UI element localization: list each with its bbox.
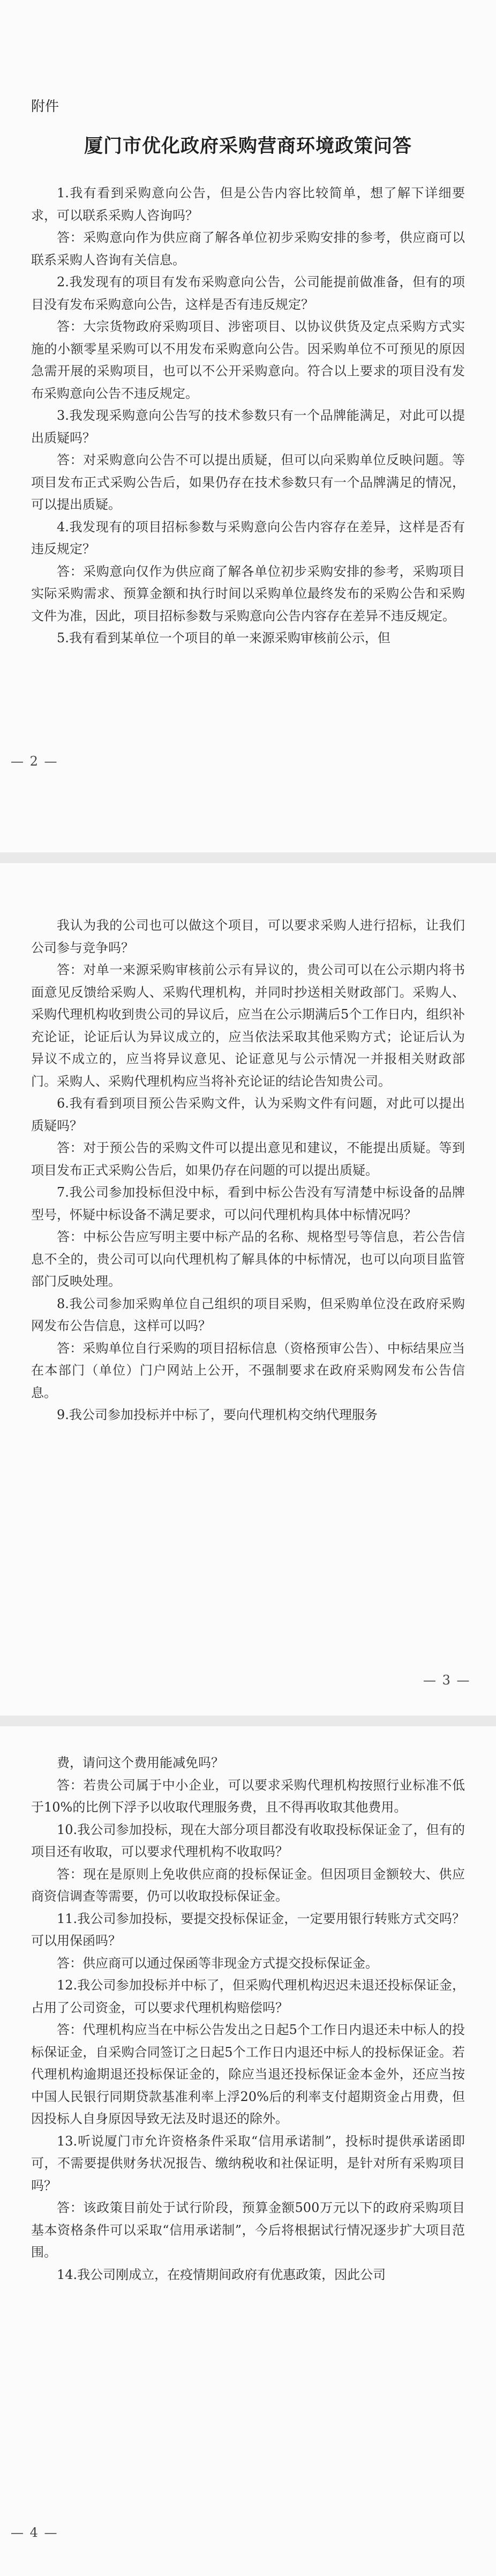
- page-body: [31, 915, 465, 1427]
- answer: 答：采购单位自行采购的项目招标信息（资格预审公告）、中标结果应当在本部门（单位）门户网站上公开，不强制要求在政府采购网发布公告信息。: [31, 1340, 465, 1400]
- question: 7.我公司参加投标但没中标，看到中标公告没有写清楚中标设备的品牌型号，怀疑中标设备不满足要求，可以问代理机构具体中标情况吗？: [31, 1185, 465, 1222]
- answer: 答：对单一来源采购审核前公示有异议的，贵公司可以在公示期内将书面意见反馈给采购人、采购代理机构，并同时抄送相关财政部门。采购人、采购代理机构收到贵公司的异议后，应当在公示期满后5个工作日内，组织补充论证，论证后认为异议成立的，应当依法采取其他采购方式；论证后认为异议不成立的，应当将异议意见、论证意见与公示情况一并报相关财政部门。采购人、采购代理机构应当将补充论证的结论告知贵公司。: [31, 962, 465, 1089]
- question: 10.我公司参加投标，现在大部分项目都没有收取投标保证金了，但有的项目还有收取，可以要求代理机构不收取吗？: [31, 1822, 465, 1859]
- page-number: — 4 —: [11, 2525, 58, 2540]
- attachment-label: 附件: [31, 99, 59, 115]
- question: 13.听说厦门市允许资格条件采取“信用承诺制”，投标时提供承诺函即可，不需要提供财务状况报告、缴纳税收和社保证明，是针对所有采购项目吗？: [31, 2133, 465, 2193]
- page-2: [0, 0, 496, 852]
- answer: 答：该政策目前处于试行阶段，预算金额500万元以下的政府采购项目基本资格条件可以采取“信用承诺制”，今后将根据试行情况逐步扩大项目范围。: [31, 2200, 465, 2260]
- question: 9.我公司参加投标并中标了，要向代理机构交纳代理服务: [57, 1407, 378, 1422]
- question: 6.我有看到项目预公告采购文件，认为采购文件有问题，对此可以提出质疑吗？: [31, 1096, 465, 1133]
- answer: 答：采购意向仅作为供应商了解各单位初步采购安排的参考，采购项目实际采购需求、预算金额和执行时间以采购单位最终发布的采购公告和采购文件为准，因此，项目招标参数与采购意向公告内容存在差异不违反规定。: [31, 563, 465, 623]
- question: 12.我公司参加投标并中标了，但采购代理机构迟迟未退还投标保证金，占用了公司资金，可以要求代理机构赔偿吗？: [31, 1978, 465, 2015]
- page-body: [31, 1752, 465, 2286]
- document-title: 厦门市优化政府采购营商环境政策问答: [84, 135, 412, 157]
- question: 14.我公司刚成立，在疫情期间政府有优惠政策，因此公司: [57, 2267, 386, 2282]
- page-3: [0, 863, 496, 1716]
- answer: 答：中标公告应写明主要中标产品的名称、规格型号等信息，若公告信息不全的，贵公司可以向代理机构了解具体的中标情况，也可以向项目监管部门反映处理。: [31, 1229, 465, 1289]
- answer: 答：对采购意向公告不可以提出质疑，但可以向采购单位反映问题。等项目发布正式采购公告后，如果仍存在技术参数只有一个品牌满足的情况，可以提出质疑。: [31, 452, 465, 512]
- answer: 答：采购意向作为供应商了解各单位初步采购安排的参考，供应商可以联系采购人咨询有关信息。: [31, 230, 465, 268]
- question: 4.我发现有的项目招标参数与采购意向公告内容存在差异，这样是否有违反规定？: [31, 519, 465, 556]
- question: 我认为我的公司也可以做这个项目，可以要求采购人进行招标，让我们公司参与竞争吗？: [31, 918, 465, 955]
- answer: 答：若贵公司属于中小企业，可以要求采购代理机构按照行业标准不低于10%的比例下浮予以收取代理服务费，且不得再收取其他费用。: [31, 1777, 465, 1815]
- page-4: [0, 1726, 496, 2576]
- answer: 答：大宗货物政府采购项目、涉密项目、以协议供货及定点采购方式实施的小额零星采购可以不用发布采购意向公告。因采购单位不可预见的原因急需开展的采购项目，也可以不公开采购意向。符合以上要求的项目没有发布采购意向公告不违反规定。: [31, 319, 465, 401]
- page-body: [31, 182, 465, 650]
- question: 3.我发现采购意向公告写的技术参数只有一个品牌能满足，对此可以提出质疑吗？: [31, 408, 465, 446]
- question: 8.我公司参加采购单位自己组织的项目采购，但采购单位没在政府采购网发布公告信息，这样可以吗？: [31, 1296, 465, 1333]
- question: 5.我有看到某单位一个项目的单一来源采购审核前公示，但: [57, 630, 390, 645]
- answer: 答：对于预公告的采购文件可以提出意见和建议，不能提出质疑。等到项目发布正式采购公告后，如果仍存在问题的可以提出质疑。: [31, 1140, 465, 1178]
- answer: 答：代理机构应当在中标公告发出之日起5个工作日内退还未中标人的投标保证金，自采购合同签订之日起5个工作日内退还中标人的投标保证金。若代理机构逾期退还投标保证金的，除应当退还投标保证金本金外，还应当按中国人民银行同期贷款基准利率上浮20%后的利率支付超期资金占用费，但因投标人自身原因导致无法及时退还的除外。: [31, 2022, 465, 2126]
- question: 费，请问这个费用能减免吗？: [57, 1755, 224, 1770]
- answer: 答：现在是原则上免收供应商的投标保证金。但因项目金额较大、供应商资信调查等需要，仍可以收取投标保证金。: [31, 1866, 465, 1904]
- question: 1.我有看到采购意向公告，但是公告内容比较简单，想了解下详细要求，可以联系采购人咨询吗？: [31, 185, 465, 223]
- answer: 答：供应商可以通过保函等非现金方式提交投标保证金。: [57, 1955, 378, 1971]
- page-number: — 2 —: [11, 754, 58, 769]
- question: 11.我公司参加投标，要提交投标保证金，一定要用银行转账方式交吗？可以用保函吗？: [31, 1911, 465, 1948]
- question: 2.我发现有的项目有发布采购意向公告，公司能提前做准备，但有的项目没有发布采购意向公告，这样是否有违反规定？: [31, 274, 465, 312]
- page-number: — 3 —: [423, 1673, 471, 1688]
